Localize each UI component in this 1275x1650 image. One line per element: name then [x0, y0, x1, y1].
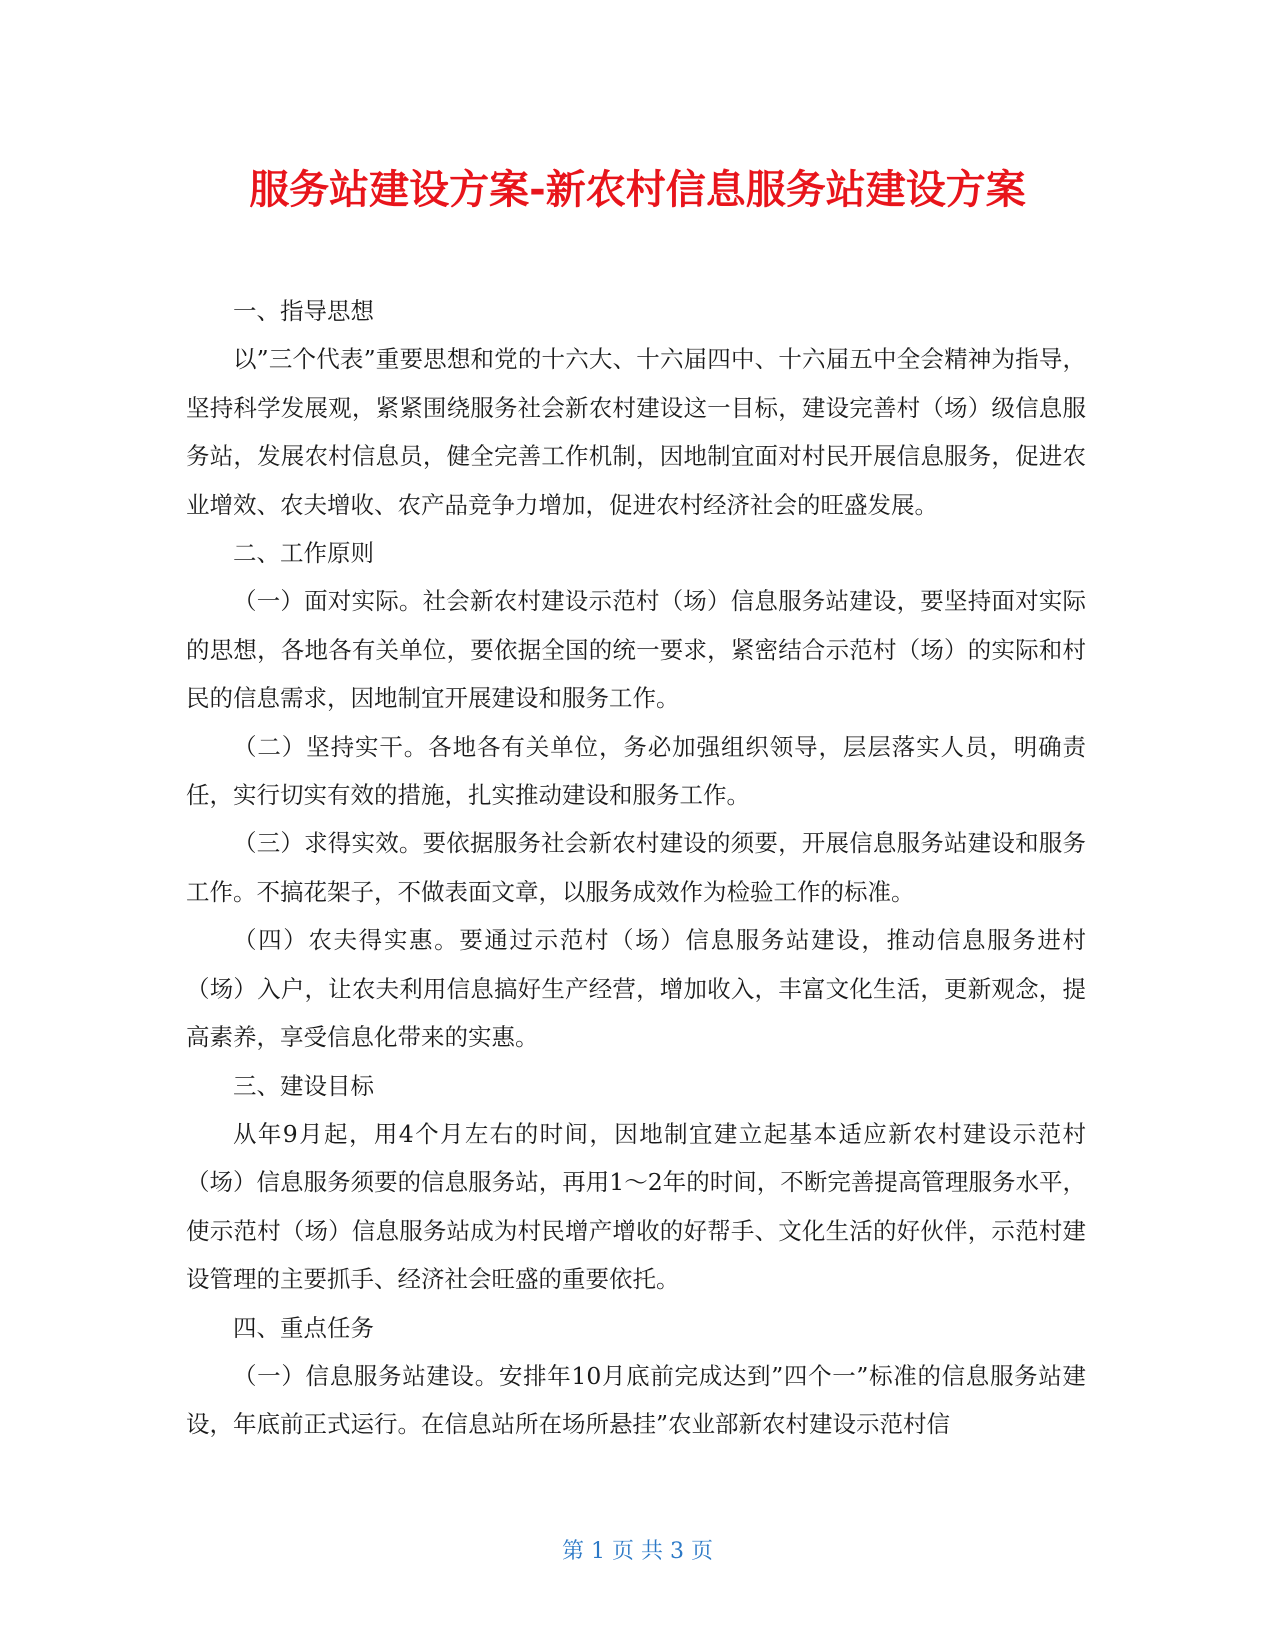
document-title: 服务站建设方案-新农村信息服务站建设方案	[249, 167, 1026, 213]
section-heading-work-principles: 二、工作原则	[233, 539, 374, 568]
paragraph-principle-3: （三）求得实效。要依据服务社会新农村建设的须要，开展信息服务站建设和服务工作。不搞花架子，不做表面文章，以服务成效作为检验工作的标准。	[186, 829, 1086, 906]
paragraph-principle-4: （四）农夫得实惠。要通过示范村（场）信息服务站建设，推动信息服务进村（场）入户，让农夫利用信息搞好生产经营，增加收入，丰富文化生活，更新观念，提高素养，享受信息化带来的实惠。	[186, 926, 1086, 1052]
paragraph-principle-1: （一）面对实际。社会新农村建设示范村（场）信息服务站建设，要坚持面对实际的思想，各地各有关单位，要依据全国的统一要求，紧密结合示范村（场）的实际和村民的信息需求，因地制宜开展建设和服务工作。	[186, 587, 1086, 713]
section-heading-guiding-ideology: 一、指导思想	[233, 297, 374, 325]
paragraph-goals: 从年9月起，用4个月左右的时间，因地制宜建立起基本适应新农村建设示范村（场）信息服务须要的信息服务站，再用1～2年的时间，不断完善提高管理服务水平，使示范村（场）信息服务站成为村民增产增收的好帮手、文化生活的好伙伴，示范村建设管理的主要抓手、经济社会旺盛的重要依托。	[186, 1119, 1086, 1294]
paragraph-task-1: （一）信息服务站建设。安排年10月底前完成达到”四个一”标准的信息服务站建设，年底前正式运行。在信息站所在场所悬挂”农业部新农村建设示范村信	[186, 1361, 1086, 1439]
section-heading-goals: 三、建设目标	[233, 1071, 374, 1100]
paragraph-principle-2: （二）坚持实干。各地各有关单位，务必加强组织领导，层层落实人员，明确责任，实行切实有效的措施，扎实推动建设和服务工作。	[186, 732, 1086, 810]
paragraph-guiding-ideology: 以”三个代表”重要思想和党的十六大、十六届四中、十六届五中全会精神为指导，坚持科学发展观，紧紧围绕服务社会新农村建设这一目标，建设完善村（场）级信息服务站，发展农村信息员，健全完善工作机制，因地制宜面对村民开展信息服务，促进农业增效、农夫增收、农产品竞争力增加，促进农村经济社会的旺盛发展。	[186, 345, 1086, 519]
document-body	[186, 287, 1086, 1449]
section-heading-key-tasks: 四、重点任务	[233, 1313, 374, 1342]
page-number-footer: 第 1 页 共 3 页	[562, 1539, 713, 1564]
